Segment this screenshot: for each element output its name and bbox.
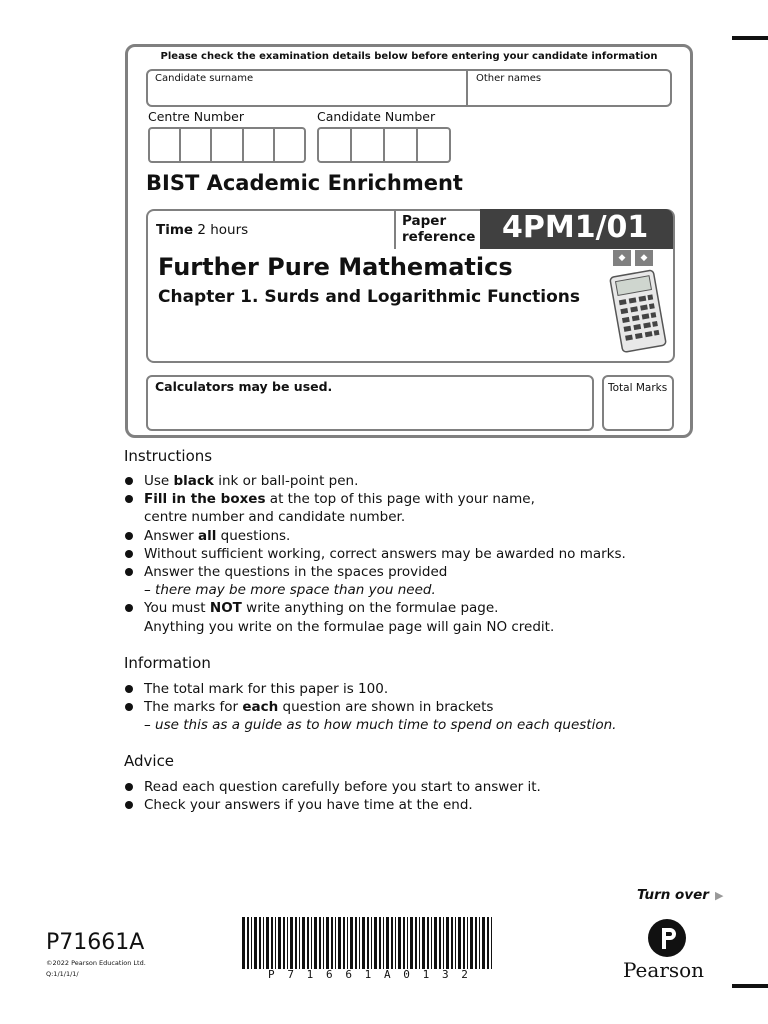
check-details-notice: Please check the examination details below before entering your candidate information <box>160 51 658 62</box>
barcode-bar <box>475 917 477 969</box>
barcode-bar <box>295 917 297 969</box>
barcode-digit: 6 <box>325 968 333 981</box>
paper-reference-line2: reference <box>402 229 476 245</box>
subject-subtitle: Chapter 1. Surds and Logarithmic Functions <box>158 287 581 307</box>
barcode-bar <box>403 917 405 969</box>
barcode-bar <box>434 917 437 969</box>
barcode-bar <box>422 917 425 969</box>
barcode-digit: 1 <box>422 968 430 981</box>
barcode-bar <box>254 917 257 969</box>
other-names-field[interactable] <box>468 71 670 105</box>
barcode-bar <box>355 917 357 969</box>
centre-number-label: Centre Number <box>148 109 244 124</box>
candidate-number-digit-box[interactable] <box>418 129 449 161</box>
barcode-bar <box>467 917 468 969</box>
barcode-bar <box>335 917 336 969</box>
barcode-bar <box>374 917 377 969</box>
barcode-digit: 1 <box>364 968 372 981</box>
barcode-bar <box>275 917 276 969</box>
candidate-name-row <box>146 69 672 107</box>
calculator-icon <box>608 269 670 353</box>
barcode-bar <box>451 917 453 969</box>
barcode-bar <box>343 917 345 969</box>
list-item: The total mark for this paper is 100. <box>124 680 616 698</box>
barcode-bar <box>398 917 401 969</box>
barcode-bar <box>271 917 273 969</box>
barcode-bar <box>242 917 245 969</box>
total-marks-box[interactable] <box>602 375 674 431</box>
list-item: Read each question carefully before you start to answer it. <box>124 778 541 796</box>
barcode-bar <box>383 917 384 969</box>
barcode-bar <box>439 917 441 969</box>
barcode-bar <box>407 917 408 969</box>
paper-code-footer: P71661A <box>46 930 145 955</box>
barcode-digit: A <box>383 968 391 981</box>
advice-list <box>124 778 541 814</box>
barcode-bar <box>470 917 473 969</box>
barcode-bar <box>299 917 300 969</box>
centre-name: BIST Academic Enrichment <box>146 171 463 195</box>
diamond-icon: ◆ <box>635 250 653 266</box>
barcode-digit: 7 <box>287 968 294 981</box>
bottom-edge-mark <box>732 984 768 988</box>
barcode-bar <box>415 917 417 969</box>
turn-over: Turn over ▶ <box>637 887 724 903</box>
barcode-bar <box>487 917 489 969</box>
barcode-bar <box>314 917 317 969</box>
barcode-bar <box>350 917 353 969</box>
barcode-bar <box>287 917 288 969</box>
candidate-number-label: Candidate Number <box>317 109 436 124</box>
barcode-digits <box>240 968 496 981</box>
other-names-label: Other names <box>476 73 542 84</box>
barcode-bar <box>251 917 252 969</box>
candidate-surname-field[interactable] <box>148 71 466 105</box>
subject-box <box>146 247 675 363</box>
paper-reference-label-box <box>394 211 480 249</box>
list-item: Check your answers if you have time at the end. <box>124 796 541 814</box>
candidate-number-boxes <box>317 127 451 163</box>
list-item: You must NOT write anything on the formulae page. Anything you write on the formulae page will gain NO credit. <box>124 599 626 635</box>
barcode-bar <box>455 917 456 969</box>
barcode-bar <box>283 917 285 969</box>
barcode-bar <box>302 917 305 969</box>
barcode-bar <box>419 917 420 969</box>
list-item: Fill in the boxes at the top of this page with your name, centre number and candidate number. <box>124 490 626 526</box>
barcode-bar <box>458 917 461 969</box>
calculator-note-box <box>146 375 594 431</box>
barcode-digit: 3 <box>441 968 449 981</box>
barcode-bar <box>463 917 465 969</box>
barcode-digit: P <box>268 968 275 981</box>
barcode-bar <box>395 917 396 969</box>
publisher-name: Pearson <box>623 958 705 982</box>
barcode-bar <box>391 917 393 969</box>
barcode-bar <box>323 917 324 969</box>
barcode-bar <box>319 917 321 969</box>
diamond-icon: ◆ <box>613 250 631 266</box>
list-item: Answer the questions in the spaces provided – there may be more space than you need. <box>124 563 626 599</box>
barcode-bar <box>347 917 348 969</box>
barcode-bar <box>362 917 365 969</box>
time-reference-row <box>146 209 675 249</box>
barcode-bar <box>290 917 293 969</box>
barcode-digit: 0 <box>403 968 410 981</box>
barcode-bar <box>379 917 381 969</box>
list-item: Use black ink or ball-point pen. <box>124 472 626 490</box>
candidate-info-panel <box>125 44 693 438</box>
centre-number-digit-box[interactable] <box>212 129 243 161</box>
paper-code-box <box>480 209 673 249</box>
barcode-bar <box>247 917 249 969</box>
barcode-digit: 6 <box>345 968 352 981</box>
information-list <box>124 680 616 735</box>
time-value: 2 hours <box>197 222 249 238</box>
list-item: Answer all questions. <box>124 527 626 545</box>
instructions-list <box>124 472 626 636</box>
barcode-bar <box>326 917 329 969</box>
advice-heading: Advice <box>124 752 175 770</box>
paper-reference-line1: Paper <box>402 213 447 229</box>
subject-title: Further Pure Mathematics <box>158 253 513 281</box>
barcode-bar <box>331 917 333 969</box>
time-label: Time <box>156 222 194 238</box>
centre-number-boxes <box>148 127 306 163</box>
code-line: Q:1/1/1/1/ <box>46 970 79 978</box>
barcode-bar <box>371 917 372 969</box>
paper-code: 4PM1/01 <box>502 210 649 245</box>
exam-time <box>156 222 248 238</box>
barcode-bar <box>338 917 341 969</box>
barcode-bar <box>427 917 429 969</box>
calculator-note: Calculators may be used. <box>155 379 333 394</box>
barcode-bar <box>386 917 389 969</box>
pearson-logo-icon <box>648 919 686 957</box>
candidate-number-digit-box[interactable] <box>385 129 418 161</box>
list-item: Without sufficient working, correct answers may be awarded no marks. <box>124 545 626 563</box>
play-arrow-icon: ▶ <box>714 889 724 902</box>
centre-number-digit-box[interactable] <box>275 129 304 161</box>
candidate-number-digit-box[interactable] <box>352 129 385 161</box>
candidate-surname-label: Candidate surname <box>155 73 254 84</box>
barcode-bar <box>431 917 432 969</box>
copyright: ©2022 Pearson Education Ltd. Q:1/1/1/1/ <box>46 959 146 978</box>
centre-number-digit-box[interactable] <box>150 129 181 161</box>
list-item: The marks for each question are shown in brackets – use this as a guide as to how much time to spend on each question. <box>124 698 616 734</box>
candidate-number-digit-box[interactable] <box>319 129 352 161</box>
barcode-bar <box>482 917 485 969</box>
barcode-bar <box>446 917 449 969</box>
barcode <box>240 917 496 969</box>
barcode-bar <box>491 917 492 969</box>
barcode-digit: 1 <box>306 968 314 981</box>
barcode-bar <box>410 917 413 969</box>
instructions-heading: Instructions <box>124 447 213 465</box>
top-edge-mark <box>732 36 768 40</box>
barcode-bar <box>259 917 261 969</box>
information-heading: Information <box>124 654 211 672</box>
barcode-bar <box>263 917 264 969</box>
barcode-bar <box>359 917 360 969</box>
barcode-bar <box>266 917 269 969</box>
barcode-bar <box>367 917 369 969</box>
centre-number-digit-box[interactable] <box>244 129 275 161</box>
barcode-digit: 2 <box>461 968 468 981</box>
barcode-bar <box>278 917 281 969</box>
total-marks-label: Total Marks <box>608 382 668 394</box>
barcode-bar <box>307 917 309 969</box>
barcode-bar <box>443 917 444 969</box>
centre-number-digit-box[interactable] <box>181 129 212 161</box>
barcode-bar <box>479 917 480 969</box>
barcode-bar <box>311 917 312 969</box>
